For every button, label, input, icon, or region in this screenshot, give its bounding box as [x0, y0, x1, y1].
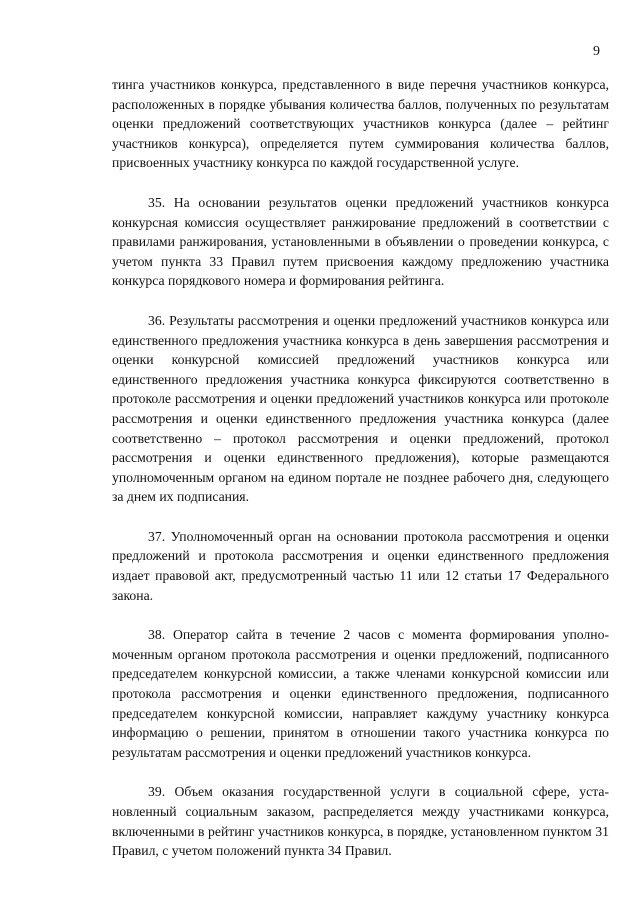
paragraph-36: 36. Результаты рассмотрения и оценки предложений участников конкурса или единственного предложения участника конкурса в день завершения рассмотрения и оценки конкурсной комиссией предложений участников конкурса или единственного предложения участника конкурса фиксируются соответственно в протоколе рассмотрения и оценки предложений участников конкурса или протоколе рассмотрения и оценки единственного предложения участника конкурса (далее соответственно – протокол рассмотрения и оценки предложений, протокол рассмотрения и оценки единственного предложения), которые размещаются уполномоченным органом на едином портале не позднее рабочего дня, следующего за днем их подписания.	[112, 312, 609, 505]
paragraph-37: 37. Уполномоченный орган на основании протокола рассмотрения и оценки предложений и протокола рассмотрения и оценки единственного предложения издает правовой акт, предусмотренный частью 11 или 12 статьи 17 Федерального закона.	[112, 528, 609, 603]
document-body	[112, 75, 609, 881]
paragraph-39: 39. Объем оказания государственной услуги в социальной сфере, установленный социальным заказом, распределяется между участниками конкурса, включенными в рейтинг участников конкурса, в порядке, установленном пунктом 31 Правил, с учетом положений пункта 34 Правил.	[112, 784, 609, 859]
paragraph-35: 35. На основании результатов оценки предложений участников конкурса конкурсная комиссия осуществляет ранжирование предложений в соответствии с правилами ранжирования, установленными в объявлении о проведении конкурса, с учетом пункта 33 Правил путем присвоения каждому предложению участника конкурса порядкового номера и формирования рейтинга.	[112, 194, 609, 289]
paragraph-38: 38. Оператор сайта в течение 2 часов с момента формирования уполномоченным органом протокола рассмотрения и оценки предложений, подписанного председателем конкурсной комиссии, а также членами конкурсной комиссии или протокола рассмотрения и оценки единственного предложения, подписанного председателем конкурсной комиссии, направляет каждуму участнику конкурса информацию о решении, принятом в отношении такого участника конкурса по результатам рассмотрения и оценки предложений участников конкурса.	[112, 627, 609, 760]
page-number: 9	[593, 44, 600, 59]
paragraph-continuation: тинга участников конкурса, представленного в виде перечня участников конкурса, расположенных в порядке убывания количества баллов, полученных по результатам оценки предложений соответствующих участников конкурса (далее – рейтинг участников конкурса), определяется путем суммирования количества баллов, присвоенных участнику конкурса по каждой государственной услуге.	[112, 77, 609, 171]
